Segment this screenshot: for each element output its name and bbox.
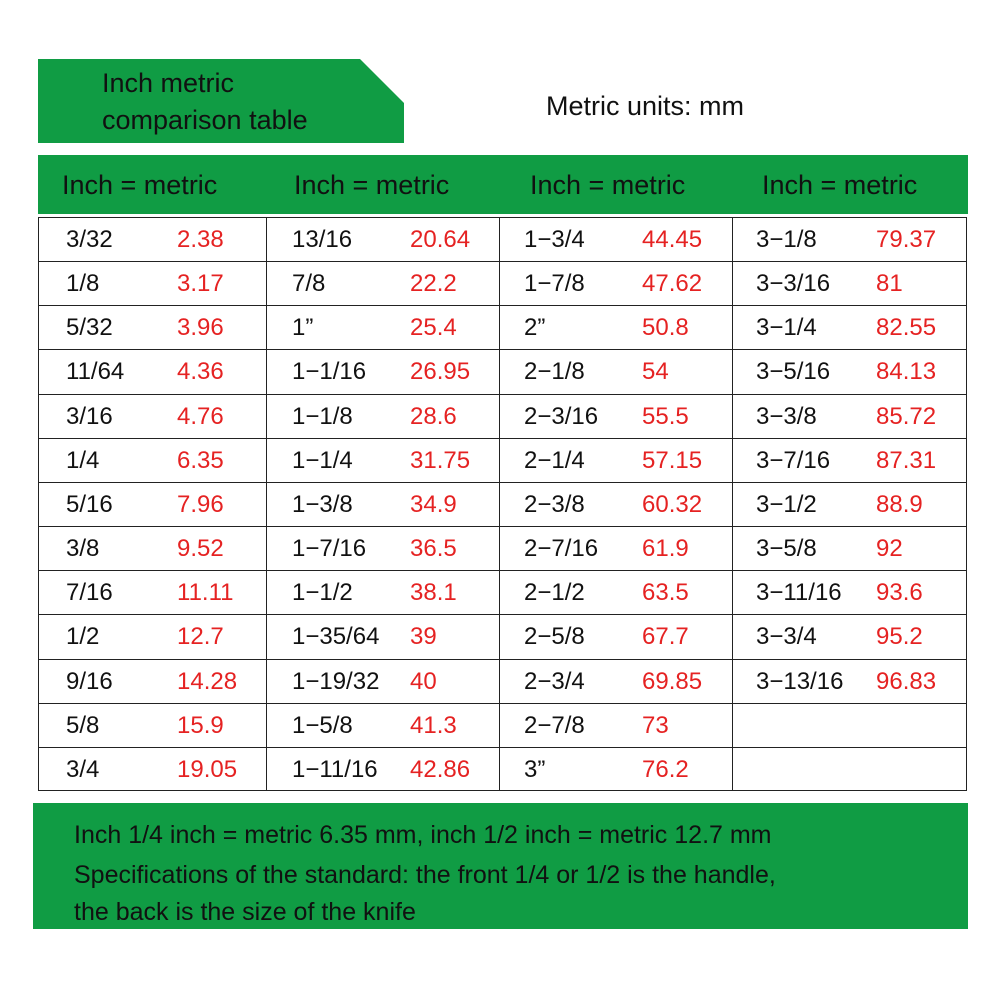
inch-value: 1−7/8: [524, 270, 585, 297]
inch-value: 1−3/4: [524, 226, 585, 253]
row-divider: [38, 570, 967, 571]
inch-value: 1−5/8: [292, 712, 353, 739]
inch-value: 5/32: [66, 314, 113, 341]
mm-value: 54: [642, 358, 669, 385]
inch-value: 3/32: [66, 226, 113, 253]
mm-value: 9.52: [177, 535, 224, 562]
inch-value: 2−1/4: [524, 447, 585, 474]
mm-value: 50.8: [642, 314, 689, 341]
row-divider: [38, 614, 967, 615]
inch-value: 3−3/16: [756, 270, 831, 297]
mm-value: 61.9: [642, 535, 689, 562]
mm-value: 73: [642, 712, 669, 739]
inch-value: 1−1/2: [292, 579, 353, 606]
mm-value: 25.4: [410, 314, 457, 341]
inch-value: 1−35/64: [292, 623, 380, 650]
inch-value: 2−7/8: [524, 712, 585, 739]
inch-value: 1−19/32: [292, 668, 380, 695]
inch-value: 1”: [292, 314, 314, 341]
inch-value: 9/16: [66, 668, 113, 695]
mm-value: 34.9: [410, 491, 457, 518]
mm-value: 36.5: [410, 535, 457, 562]
mm-value: 76.2: [642, 756, 689, 783]
header-col-4: Inch = metric: [762, 170, 918, 200]
mm-value: 3.96: [177, 314, 224, 341]
inch-value: 3/16: [66, 403, 113, 430]
mm-value: 40: [410, 668, 437, 695]
row-divider: [38, 394, 967, 395]
row-divider: [38, 747, 967, 748]
title-line-1: Inch metric: [102, 68, 235, 98]
inch-value: 1−7/16: [292, 535, 367, 562]
inch-value: 1−3/8: [292, 491, 353, 518]
units-label: Metric units: mm: [546, 91, 745, 121]
inch-value: 1−1/4: [292, 447, 353, 474]
mm-value: 88.9: [876, 491, 923, 518]
mm-value: 4.36: [177, 358, 224, 385]
mm-value: 81: [876, 270, 903, 297]
row-divider: [38, 659, 967, 660]
inch-value: 7/8: [292, 270, 326, 297]
mm-value: 69.85: [642, 668, 703, 695]
row-divider: [38, 305, 967, 306]
mm-value: 3.17: [177, 270, 224, 297]
mm-value: 28.6: [410, 403, 457, 430]
inch-value: 1−11/16: [292, 756, 378, 783]
mm-value: 67.7: [642, 623, 689, 650]
mm-value: 87.31: [876, 447, 937, 474]
row-divider: [38, 482, 967, 483]
inch-value: 13/16: [292, 226, 353, 253]
inch-value: 1−1/16: [292, 358, 367, 385]
mm-value: 63.5: [642, 579, 689, 606]
inch-value: 2−3/4: [524, 668, 585, 695]
mm-value: 7.96: [177, 491, 224, 518]
inch-value: 3−3/4: [756, 623, 817, 650]
inch-value: 3−3/8: [756, 403, 817, 430]
header-col-3: Inch = metric: [530, 170, 686, 200]
footer-line-1: Inch 1/4 inch = metric 6.35 mm, inch 1/2 inch = metric 12.7 mm: [74, 821, 772, 849]
mm-value: 31.75: [410, 447, 471, 474]
mm-value: 82.55: [876, 314, 937, 341]
inch-value: 3−5/16: [756, 358, 831, 385]
mm-value: 12.7: [177, 623, 224, 650]
inch-value: 1/8: [66, 270, 100, 297]
inch-value: 3−1/4: [756, 314, 817, 341]
header-col-1: Inch = metric: [62, 170, 218, 200]
mm-value: 14.28: [177, 668, 238, 695]
inch-value: 3−11/16: [756, 579, 842, 606]
row-divider: [38, 349, 967, 350]
header-col-2: Inch = metric: [294, 170, 450, 200]
mm-value: 41.3: [410, 712, 457, 739]
inch-value: 3−1/8: [756, 226, 817, 253]
inch-value: 1−1/8: [292, 403, 353, 430]
inch-value: 3−5/8: [756, 535, 817, 562]
mm-value: 19.05: [177, 756, 238, 783]
inch-value: 2−1/2: [524, 579, 585, 606]
mm-value: 22.2: [410, 270, 457, 297]
mm-value: 79.37: [876, 226, 937, 253]
inch-value: 2”: [524, 314, 546, 341]
inch-value: 7/16: [66, 579, 113, 606]
footer-line-3: the back is the size of the knife: [74, 898, 416, 926]
mm-value: 84.13: [876, 358, 937, 385]
mm-value: 20.64: [410, 226, 471, 253]
mm-value: 60.32: [642, 491, 703, 518]
inch-value: 3−13/16: [756, 668, 844, 695]
row-divider: [38, 703, 967, 704]
inch-value: 5/16: [66, 491, 113, 518]
mm-value: 93.6: [876, 579, 923, 606]
column-divider: [732, 217, 733, 791]
inch-value: 2−1/8: [524, 358, 585, 385]
mm-value: 57.15: [642, 447, 703, 474]
row-divider: [38, 438, 967, 439]
mm-value: 92: [876, 535, 903, 562]
inch-value: 5/8: [66, 712, 100, 739]
title-line-2: comparison table: [102, 105, 308, 135]
inch-value: 2−5/8: [524, 623, 585, 650]
row-divider: [38, 526, 967, 527]
footer-line-2: Specifications of the standard: the front 1/4 or 1/2 is the handle,: [74, 861, 776, 889]
inch-value: 3”: [524, 756, 546, 783]
inch-value: 3/8: [66, 535, 100, 562]
table-title: [102, 65, 308, 139]
inch-value: 2−7/16: [524, 535, 599, 562]
mm-value: 38.1: [410, 579, 457, 606]
inch-value: 3−1/2: [756, 491, 817, 518]
inch-value: 3/4: [66, 756, 100, 783]
inch-value: 1/4: [66, 447, 100, 474]
mm-value: 55.5: [642, 403, 689, 430]
column-divider: [499, 217, 500, 791]
mm-value: 15.9: [177, 712, 224, 739]
inch-value: 2−3/16: [524, 403, 599, 430]
mm-value: 95.2: [876, 623, 923, 650]
mm-value: 26.95: [410, 358, 471, 385]
inch-value: 11/64: [66, 358, 125, 385]
mm-value: 4.76: [177, 403, 224, 430]
mm-value: 42.86: [410, 756, 471, 783]
mm-value: 11.11: [177, 579, 234, 606]
mm-value: 39: [410, 623, 437, 650]
column-divider: [266, 217, 267, 791]
mm-value: 96.83: [876, 668, 937, 695]
mm-value: 2.38: [177, 226, 224, 253]
inch-value: 3−7/16: [756, 447, 831, 474]
inch-value: 1/2: [66, 623, 100, 650]
inch-value: 2−3/8: [524, 491, 585, 518]
mm-value: 6.35: [177, 447, 224, 474]
row-divider: [38, 261, 967, 262]
mm-value: 85.72: [876, 403, 937, 430]
mm-value: 44.45: [642, 226, 703, 253]
mm-value: 47.62: [642, 270, 703, 297]
